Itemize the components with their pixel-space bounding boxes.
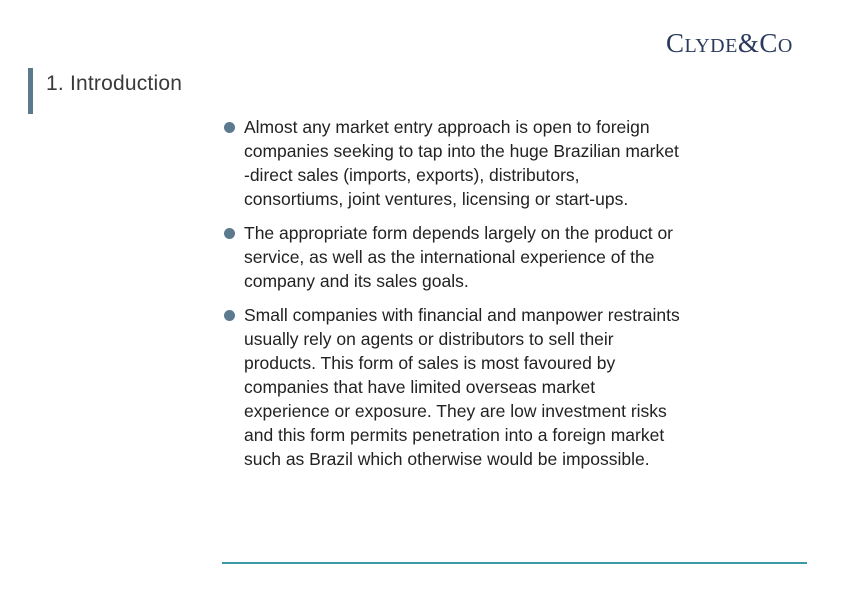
logo-letter-c2: C — [759, 28, 778, 58]
bullet-item — [222, 221, 682, 293]
bullet-item — [222, 115, 682, 211]
bullet-text: Almost any market entry approach is open to foreign companies seeking to tap into the huge Brazilian market -direct sales (imports, exports), distributors, consortiums, joint ventures, licensing or start-ups. — [244, 117, 679, 209]
logo-letter-c: C — [666, 28, 685, 58]
bullet-text: Small companies with financial and manpower restraints usually rely on agents or distributors to sell their products. This form of sales is most favoured by companies that have limited overseas market experience or exposure. They are low investment risks and this form permits penetration into a foreign market such as Brazil which otherwise would be impossible. — [244, 305, 680, 469]
bullet-dot-icon — [224, 122, 235, 133]
clyde-co-logo — [666, 30, 793, 57]
bullet-text: The appropriate form depends largely on the product or service, as well as the international experience of the company and its sales goals. — [244, 223, 674, 291]
bullet-list — [222, 115, 682, 471]
logo-text-o: O — [777, 35, 793, 57]
bullet-dot-icon — [224, 310, 235, 321]
logo-ampersand: & — [737, 28, 760, 58]
slide-title: 1. Introduction — [46, 72, 183, 95]
logo-text-lyde: LYDE — [684, 35, 738, 57]
bullet-item — [222, 303, 682, 471]
title-accent-bar — [28, 68, 33, 114]
bottom-divider — [222, 562, 807, 564]
bullet-dot-icon — [224, 228, 235, 239]
